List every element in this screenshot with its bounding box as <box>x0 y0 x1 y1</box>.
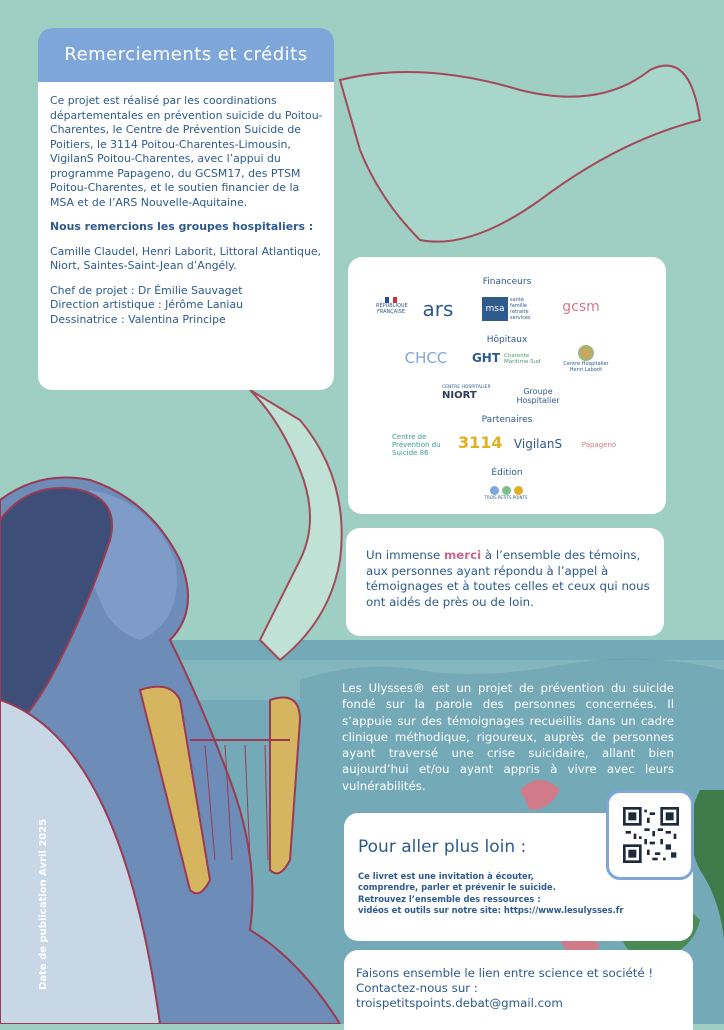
publication-date-label: Date de publication Avril 2025 <box>38 818 49 990</box>
hospital-list: Camille Claudel, Henri Laborit, Littoral Atlantique, Niort, Saintes-Saint-Jean d’Angély. <box>50 244 322 272</box>
ars-logo: ars <box>422 297 454 321</box>
cps-logo: Centre de Prévention du Suicide 86 <box>392 433 441 457</box>
niort-logo <box>442 385 492 401</box>
msa-subtitle: santé famille retraite services <box>510 297 531 321</box>
laborit-logo <box>558 345 614 373</box>
republique-logo <box>376 297 406 315</box>
contact-line1: Faisons ensemble le lien entre science et société ! <box>356 966 654 980</box>
chcc-logo: CHCC <box>404 349 448 367</box>
msa-logo: msa <box>482 297 508 321</box>
partners-panel <box>348 257 666 514</box>
contact-panel <box>344 950 693 1030</box>
edition-heading: Édition <box>491 468 523 478</box>
about-text: Les Ulysses® est un projet de prévention du suicide fondé sur la parole des personnes concernées. Il s’appuie sur des témoignages recueillis dans un cadre clinique méthodique, rigoureux, auprès de personnes ayant traversé une crise suicidaire, allant bien aujourd’hui et/ou ayant appris à vivre avec leurs vulnérabilités. <box>342 681 674 793</box>
further-link[interactable]: vidéos et outils sur notre site: https://www.lesulysses.fr <box>358 904 624 915</box>
credits-body <box>50 94 326 327</box>
contact-line2: Contactez-nous sur : <box>356 981 478 995</box>
thanks-pre: Un immense <box>366 548 445 562</box>
credits-intro: Ce projet est réalisé par les coordinations départementales en prévention suicide du Poitou-Charentes, le Centre de Prévention Suicide de Poitiers, le 3114 Poitou-Charentes-Limousin, VigilanS Poitou-Charentes, avec l’appui du programme Papageno, du GCSM17, des PTSM Poitou-Charentes, et le soutien financier de la MSA et de l’ARS Nouvelle-Aquitaine. <box>50 94 323 209</box>
edition-label: TROIS PETITS POINTS <box>484 495 528 500</box>
gcsm-logo: gcsm <box>562 299 600 315</box>
thanks-merci: merci <box>444 548 482 562</box>
republique-label: RÉPUBLIQUE FRANÇAISE <box>376 303 408 315</box>
project-lead: Chef de projet : Dr Émilie Sauvaget <box>50 283 243 297</box>
thanks-text <box>366 548 651 610</box>
edition-logo <box>482 486 530 500</box>
publication-date <box>38 760 58 990</box>
further-line1: Ce livret est une invitation à écouter, <box>358 871 534 881</box>
art-direction: Direction artistique : Jérôme Laniau <box>50 298 244 311</box>
niort-label: NIORT <box>442 390 477 401</box>
credits-title: Remerciements et crédits <box>38 28 334 82</box>
ght-subtitle: Charente Maritime Sud <box>504 353 541 365</box>
financeurs-heading: Financeurs <box>482 277 532 287</box>
papageno-logo: Papageno <box>581 441 617 449</box>
thanks-post: à l’ensemble des témoins, aux personnes ayant répondu à l’appel à témoignages et à toutes celles et ceux qui nous ont aidés de près ou de loin. <box>366 548 650 609</box>
groupe-hospitalier-logo: Groupe Hospitalier <box>516 387 560 405</box>
qr-code-icon <box>623 807 679 863</box>
niort-top-label: CENTRE HOSPITALIER <box>442 385 491 390</box>
laborit-label: Centre Hospitalier Henri Laborit <box>563 361 609 373</box>
further-line3: Retrouvez l’ensemble des ressources : <box>358 893 541 904</box>
credits-panel <box>38 28 334 390</box>
further-line2: comprendre, parler et prévenir le suicide. <box>358 882 556 893</box>
hospital-heading: Nous remercions les groupes hospitaliers : <box>50 220 314 233</box>
contact-text <box>356 966 653 1011</box>
ght-logo: GHT <box>471 351 501 365</box>
further-title: Pour aller plus loin : <box>358 837 527 857</box>
hopitaux-heading: Hôpitaux <box>486 335 528 345</box>
n3114-logo: 3114 <box>458 433 503 452</box>
partenaires-heading: Partenaires <box>481 415 533 425</box>
thanks-panel <box>346 528 664 636</box>
vigilans-logo: VigilanS <box>513 437 563 451</box>
qr-code[interactable] <box>606 790 694 880</box>
contact-email-link[interactable]: troispetitspoints.debat@gmail.com <box>356 996 563 1010</box>
illustrator: Dessinatrice : Valentina Principe <box>50 312 226 326</box>
